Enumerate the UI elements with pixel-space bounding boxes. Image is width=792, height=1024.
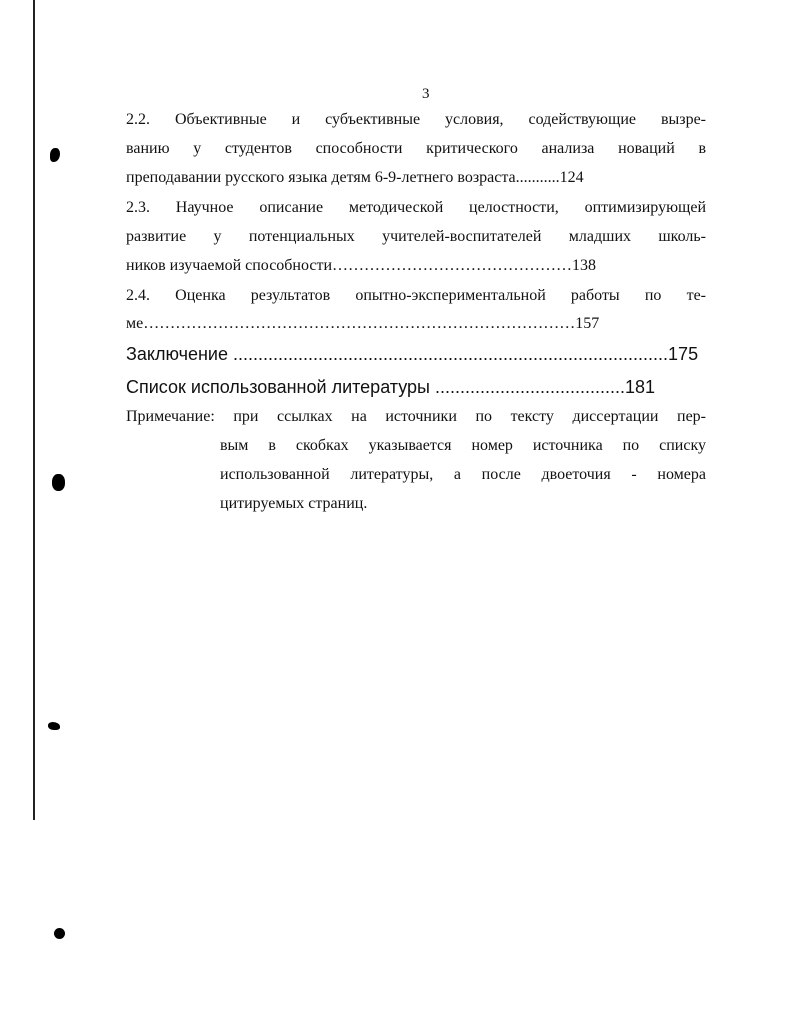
scan-mark — [50, 148, 60, 162]
page-number: 3 — [422, 86, 430, 102]
note-line: цитируемых страниц. — [220, 495, 368, 512]
toc-line: развитие у потенциальных учителей-воспитателей младших школь- — [126, 228, 706, 245]
toc-line: ванию у студентов способности критического анализа новаций в — [126, 140, 706, 157]
scan-mark — [52, 474, 65, 491]
scan-mark — [54, 928, 65, 939]
note-line: использованной литературы, а после двоеточия - номера — [220, 466, 706, 483]
note-line: Примечание: при ссылках на источники по тексту диссертации пер- — [126, 408, 706, 425]
toc-conclusion: Заключение .......................................................................................175 — [126, 344, 699, 364]
toc-line: ников изучаемой способности………………………………………138 — [126, 257, 597, 274]
toc-line: ме………………………………………………………………………157 — [126, 315, 600, 332]
toc-line: 2.4. Оценка результатов опытно-экспериментальной работы по те- — [126, 287, 706, 304]
toc-bibliography: Список использованной литературы ......................................181 — [126, 377, 656, 397]
toc-line: преподавании русского языка детям 6-9-летнего возраста...........124 — [126, 169, 584, 186]
scan-mark — [48, 722, 60, 730]
toc-line: 2.2. Объективные и субъективные условия, содействующие вызре- — [126, 111, 706, 128]
left-edge-line — [33, 0, 35, 820]
toc-line: 2.3. Научное описание методической целостности, оптимизирующей — [126, 199, 706, 216]
note-line: вым в скобках указывается номер источника по списку — [220, 437, 706, 454]
